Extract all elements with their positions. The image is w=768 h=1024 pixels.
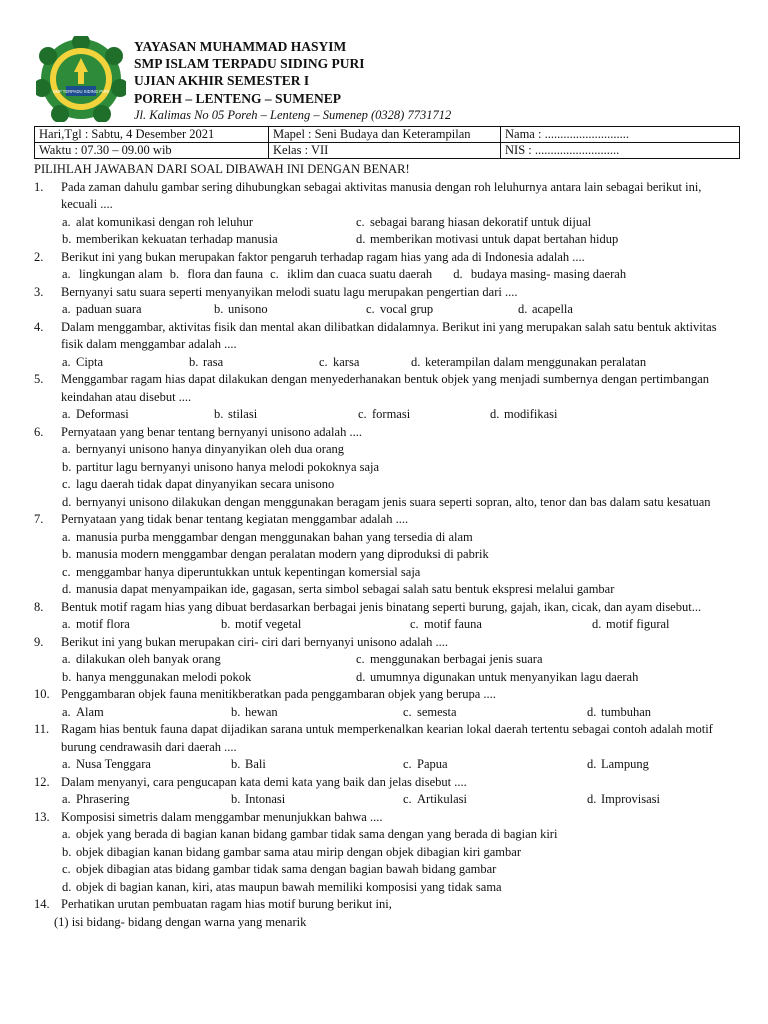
question-number: 8.	[34, 599, 44, 614]
question-number: 10.	[34, 687, 50, 701]
question-text: Berikut ini yang bukan merupakan ciri- ciri dari bernyanyi unisono adalah ....	[61, 634, 449, 649]
option-c[interactable]: c. formasi	[358, 407, 411, 421]
options-8	[62, 616, 740, 634]
question-number: 9.	[34, 634, 44, 649]
question-number: 7.	[34, 512, 44, 526]
question-text: Penggambaran objek fauna menitikberatkan pada penggambaran objek yang berupa ....	[61, 687, 496, 701]
option-d[interactable]: d. tumbuhan	[587, 704, 651, 719]
options-11	[62, 756, 740, 774]
option-b[interactable]: b. hewan	[231, 704, 278, 719]
question-2	[34, 249, 740, 267]
school-address: Jl. Kalimas No 05 Poreh – Lenteng – Sumenep (0328) 7731712	[134, 107, 452, 122]
options-5	[62, 406, 740, 424]
options-6	[62, 441, 740, 511]
question-1	[34, 179, 740, 214]
option-a[interactable]: a. Deformasi	[62, 407, 129, 421]
name-cell[interactable]: Nama : ...........................	[501, 127, 740, 143]
question-text: Menggambar ragam hias dapat dilakukan dengan menyederhanakan bentuk objek yang menjadi sumbernya dengan pertimbangan keindahan atau disebut ....	[61, 372, 710, 404]
option-b[interactable]: b. Bali	[231, 757, 266, 771]
instruction-text: PILIHLAH JAWABAN DARI SOAL DIBAWAH INI DENGAN BENAR!	[34, 162, 410, 176]
question-number: 3.	[34, 284, 44, 299]
option-d[interactable]: d. modifikasi	[490, 407, 558, 421]
question-text: Pernyataan yang tidak benar tentang kegiatan menggambar adalah ....	[61, 512, 409, 526]
question-number: 6.	[34, 424, 44, 439]
question-10	[34, 686, 740, 704]
option-a[interactable]: a. dilakukan oleh banyak orang	[62, 652, 221, 666]
options-3	[62, 301, 740, 319]
option-b[interactable]: b. partitur lagu bernyanyi unisono hanya melodi pokoknya saja	[62, 459, 380, 474]
option-a[interactable]: a. motif flora	[62, 617, 130, 631]
time-cell: Waktu : 07.30 – 09.00 wib	[35, 143, 269, 159]
question-number: 2.	[34, 249, 44, 264]
question-text: Komposisi simetris dalam menggambar menunjukkan bahwa ....	[61, 809, 383, 824]
option-a[interactable]: a. alat komunikasi dengan roh leluhur	[62, 214, 254, 229]
option-a[interactable]: a. Nusa Tenggara	[62, 757, 151, 771]
option-b[interactable]: b. Intonasi	[231, 792, 286, 806]
question-number: 13.	[34, 809, 50, 824]
option-b[interactable]: b. objek dibagian kanan bidang gambar sama atau mirip dengan objek dibagian kiri gambar	[62, 844, 521, 859]
option-b[interactable]: b. motif vegetal	[221, 617, 302, 631]
options-12	[62, 791, 740, 809]
option-c[interactable]: c. semesta	[403, 704, 457, 719]
question-text: Dalam menggambar, aktivitas fisik dan mental akan dilibatkan didalamnya. Berikut ini yang merupakan salah satu bentuk aktivitas fisik dalam menggambar adalah ....	[61, 319, 717, 351]
question-number: 12.	[34, 774, 50, 789]
questions-section	[34, 161, 740, 931]
question-number: 4.	[34, 319, 44, 334]
question-number: 1.	[34, 179, 44, 194]
option-c[interactable]: c. iklim dan cuaca suatu daerah	[270, 267, 433, 281]
exam-info-table	[34, 126, 740, 159]
question-9	[34, 634, 740, 652]
option-d[interactable]: d. manusia dapat menyampaikan ide, gagasan, serta simbol sebagai salah satu bentuk ekspresi melalui gambar	[62, 582, 615, 596]
option-d[interactable]: d. memberikan motivasi untuk dapat bertahan hidup	[356, 232, 619, 246]
question-13	[34, 809, 740, 827]
school-header	[134, 38, 754, 123]
school-name: SMP ISLAM TERPADU SIDING PURI	[134, 56, 365, 72]
options-2	[62, 266, 740, 284]
foundation-name: YAYASAN MUHAMMAD HASYIM	[134, 39, 347, 54]
option-c[interactable]: c. vocal grup	[366, 302, 434, 316]
option-c[interactable]: c. Artikulasi	[403, 792, 467, 806]
option-d[interactable]: d. Lampung	[587, 757, 649, 771]
option-c[interactable]: c. karsa	[319, 354, 360, 369]
question-8	[34, 599, 740, 617]
option-a[interactable]: a. lingkungan alam	[62, 267, 163, 281]
options-9	[62, 651, 740, 686]
question-text: Ragam hias bentuk fauna dapat dijadikan sarana untuk memperkenalkan kearian lokal daerah tertentu sebagai contoh adalah motif burung cendrawasih dari daerah ....	[61, 722, 713, 754]
option-a[interactable]: a. Alam	[62, 704, 104, 719]
question-6	[34, 424, 740, 442]
option-c[interactable]: c. sebagai barang hiasan dekoratif untuk dijual	[356, 214, 592, 229]
option-c[interactable]: c. Papua	[403, 757, 448, 771]
question-4	[34, 319, 740, 354]
option-a[interactable]: a. Cipta	[62, 354, 104, 369]
option-b[interactable]: b. stilasi	[214, 407, 258, 421]
question-text: Bentuk motif ragam hias yang dibuat berdasarkan berbagai jenis binatang seperti burung, gajah, ikan, cicak, dan ayam disebut...	[61, 599, 702, 614]
options-7	[62, 529, 740, 599]
options-4	[62, 354, 740, 372]
option-a[interactable]: a. Phrasering	[62, 792, 130, 806]
question-14	[34, 896, 740, 914]
option-d[interactable]: d. umumnya digunakan untuk menyanyikan lagu daerah	[356, 669, 639, 684]
question-7	[34, 511, 740, 529]
question-14-step-1: (1) isi bidang- bidang dengan warna yang menarik	[54, 914, 307, 929]
question-5	[34, 371, 740, 406]
option-b[interactable]: b. hanya menggunakan melodi pokok	[62, 669, 252, 684]
option-c[interactable]: c. motif fauna	[410, 617, 482, 631]
option-d[interactable]: d. keterampilan dalam menggunakan peralatan	[411, 354, 647, 369]
option-b[interactable]: b. flora dan fauna	[169, 267, 264, 281]
question-text: Bernyanyi satu suara seperti menyanyikan melodi suatu lagu merupakan pengertian dari ....	[61, 284, 518, 299]
nis-cell[interactable]: NIS : ...........................	[501, 143, 740, 159]
question-text: Perhatikan urutan pembuatan ragam hias motif burung berikut ini,	[61, 897, 392, 911]
date-cell: Hari,Tgl : Sabtu, 4 Desember 2021	[35, 127, 269, 143]
option-c[interactable]: c. objek dibagian atas bidang gambar tidak sama dengan bagian bawah bidang gambar	[62, 862, 497, 876]
option-c[interactable]: c. menggunakan berbagai jenis suara	[356, 652, 543, 666]
options-10	[62, 704, 740, 722]
question-text: Berikut ini yang bukan merupakan faktor pengaruh terhadap ragam hias yang ada di Indonesia adalah ....	[61, 249, 585, 264]
question-text: Dalam menyanyi, cara pengucapan kata demi kata yang baik dan jelas disebut ....	[61, 774, 467, 789]
logo-text: SMP TERPADU SIDING PURI	[52, 89, 110, 94]
question-number: 11.	[34, 722, 50, 736]
school-location: POREH – LENTENG – SUMENEP	[134, 90, 342, 106]
option-b[interactable]: b. unisono	[214, 302, 268, 316]
school-logo-icon	[36, 36, 126, 122]
option-b[interactable]: b. manusia modern menggambar dengan peralatan modern yang diproduksi di pabrik	[62, 547, 489, 561]
option-d[interactable]: d. objek di bagian kanan, kiri, atas maupun bawah memiliki komposisi yang tidak sama	[62, 879, 502, 894]
options-1	[62, 214, 740, 249]
option-a[interactable]: a. bernyanyi unisono hanya dinyanyikan oleh dua orang	[62, 442, 344, 456]
question-11	[34, 721, 740, 756]
option-c[interactable]: c. menggambar hanya diperuntukkan untuk kepentingan komersial saja	[62, 564, 421, 579]
question-12	[34, 774, 740, 792]
question-text: Pada zaman dahulu gambar sering dihubungkan sebagai aktivitas manusia dengan roh leluhurnya antara lain sebagai berikut ini, kecuali ....	[61, 179, 702, 211]
question-text: Pernyataan yang benar tentang bernyanyi unisono adalah ....	[61, 424, 362, 439]
option-d[interactable]: d. acapella	[518, 302, 573, 316]
question-number: 5.	[34, 372, 44, 386]
option-a[interactable]: a. objek yang berada di bagian kanan bidang gambar tidak sama dengan yang berada di bagian kiri	[62, 827, 558, 841]
option-d[interactable]: d. budaya masing- masing daerah	[453, 267, 627, 281]
class-cell: Kelas : VII	[269, 143, 501, 159]
exam-title: UJIAN AKHIR SEMESTER I	[134, 73, 310, 89]
option-d[interactable]: d. motif figural	[592, 617, 670, 631]
option-a[interactable]: a. paduan suara	[62, 302, 142, 316]
option-d[interactable]: d. Improvisasi	[587, 792, 661, 806]
option-d[interactable]: d. bernyanyi unisono dilakukan dengan menggunakan beragam jenis suara seperti sopran, alto, tenor dan bas dalam satu kesatuan	[62, 494, 711, 509]
question-number: 14.	[34, 897, 50, 911]
option-b[interactable]: b. memberikan kekuatan terhadap manusia	[62, 232, 278, 246]
option-c[interactable]: c. lagu daerah tidak dapat dinyanyikan secara unisono	[62, 477, 335, 491]
option-a[interactable]: a. manusia purba menggambar dengan menggunakan bahan yang tersedia di alam	[62, 529, 473, 544]
subject-cell: Mapel : Seni Budaya dan Keterampilan	[269, 127, 501, 143]
option-b[interactable]: b. rasa	[189, 354, 224, 369]
question-3	[34, 284, 740, 302]
options-13	[62, 826, 740, 896]
